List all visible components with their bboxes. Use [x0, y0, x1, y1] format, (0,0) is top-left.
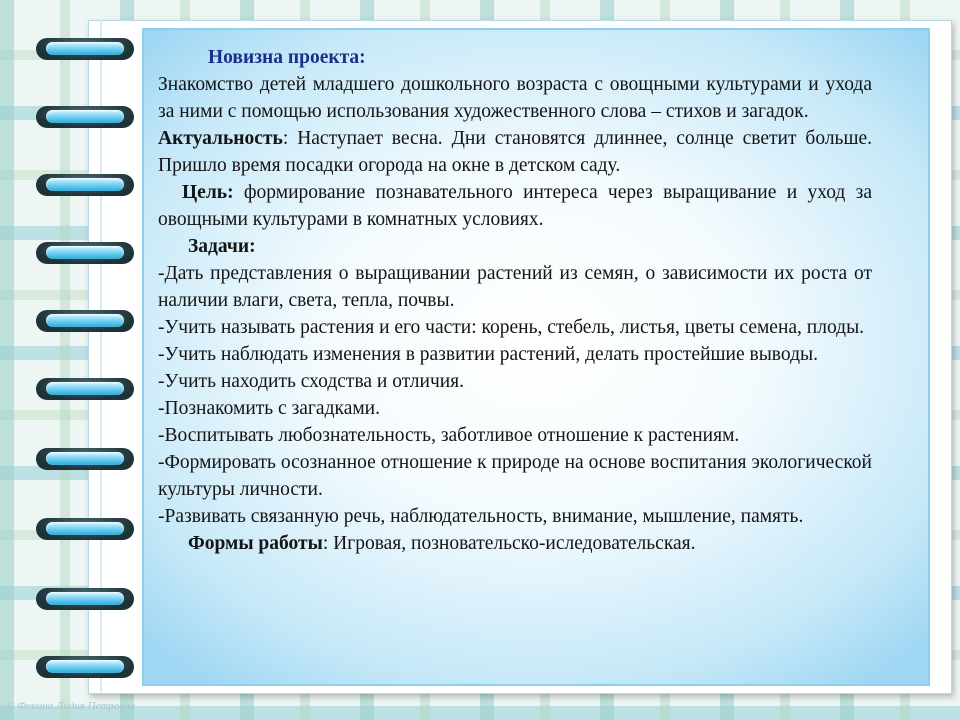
relevance-paragraph — [158, 125, 872, 179]
binder-ring-icon — [36, 378, 134, 400]
document-body — [158, 44, 872, 557]
task-item: -Учить находить сходства и отличия. — [158, 371, 465, 392]
novelty-text: Знакомство детей младшего дошкольного возраста с овощными культурами и ухода за ними с помощью использования художественного слова – стихов и загадок. — [158, 74, 872, 122]
binder-ring-icon — [36, 588, 134, 610]
binder-ring-icon — [36, 38, 134, 60]
binder-ring-icon — [36, 106, 134, 128]
binder-ring-icon — [36, 174, 134, 196]
forms-text: : Игровая, позновательско-иследовательская. — [322, 533, 696, 554]
relevance-text: : Наступает весна. Дни становятся длиннее, солнце светит больше. Пришло время посадки огорода на окне в детском саду. — [158, 128, 872, 176]
task-item: -Формировать осознанное отношение к природе на основе воспитания экологической культуры личности. — [158, 452, 872, 500]
task-item: -Учить называть растения и его части: корень, стебель, листья, цветы семена, плоды. — [158, 317, 865, 338]
binder-ring-icon — [36, 242, 134, 264]
task-item: -Дать представления о выращивании растений из семян, о зависимости их роста от наличии влаги, света, тепла, почвы. — [158, 263, 872, 311]
binder-ring-icon — [36, 656, 134, 678]
binder-ring-icon — [36, 448, 134, 470]
copyright-text: © Фокина Лидия Петровна — [6, 700, 136, 712]
forms-paragraph — [158, 530, 872, 557]
tasks-heading: Задачи: — [188, 236, 256, 257]
task-item: -Воспитывать любознательность, заботливое отношение к растениям. — [158, 425, 740, 446]
relevance-label: Актуальность — [158, 128, 283, 149]
task-item: -Познакомить с загадками. — [158, 398, 380, 419]
novelty-heading: Новизна проекта: — [208, 47, 366, 68]
binder-ring-icon — [36, 310, 134, 332]
task-item: -Развивать связанную речь, наблюдательность, внимание, мышление, память. — [158, 506, 804, 527]
task-item: -Учить наблюдать изменения в развитии растений, делать простейшие выводы. — [158, 344, 818, 365]
binder-ring-icon — [36, 518, 134, 540]
goal-text: формирование познавательного интереса через выращивание и уход за овощными культурами в комнатных условиях. — [158, 182, 872, 230]
forms-label: Формы работы — [188, 533, 323, 554]
goal-paragraph — [158, 179, 872, 233]
goal-label: Цель: — [182, 182, 234, 203]
